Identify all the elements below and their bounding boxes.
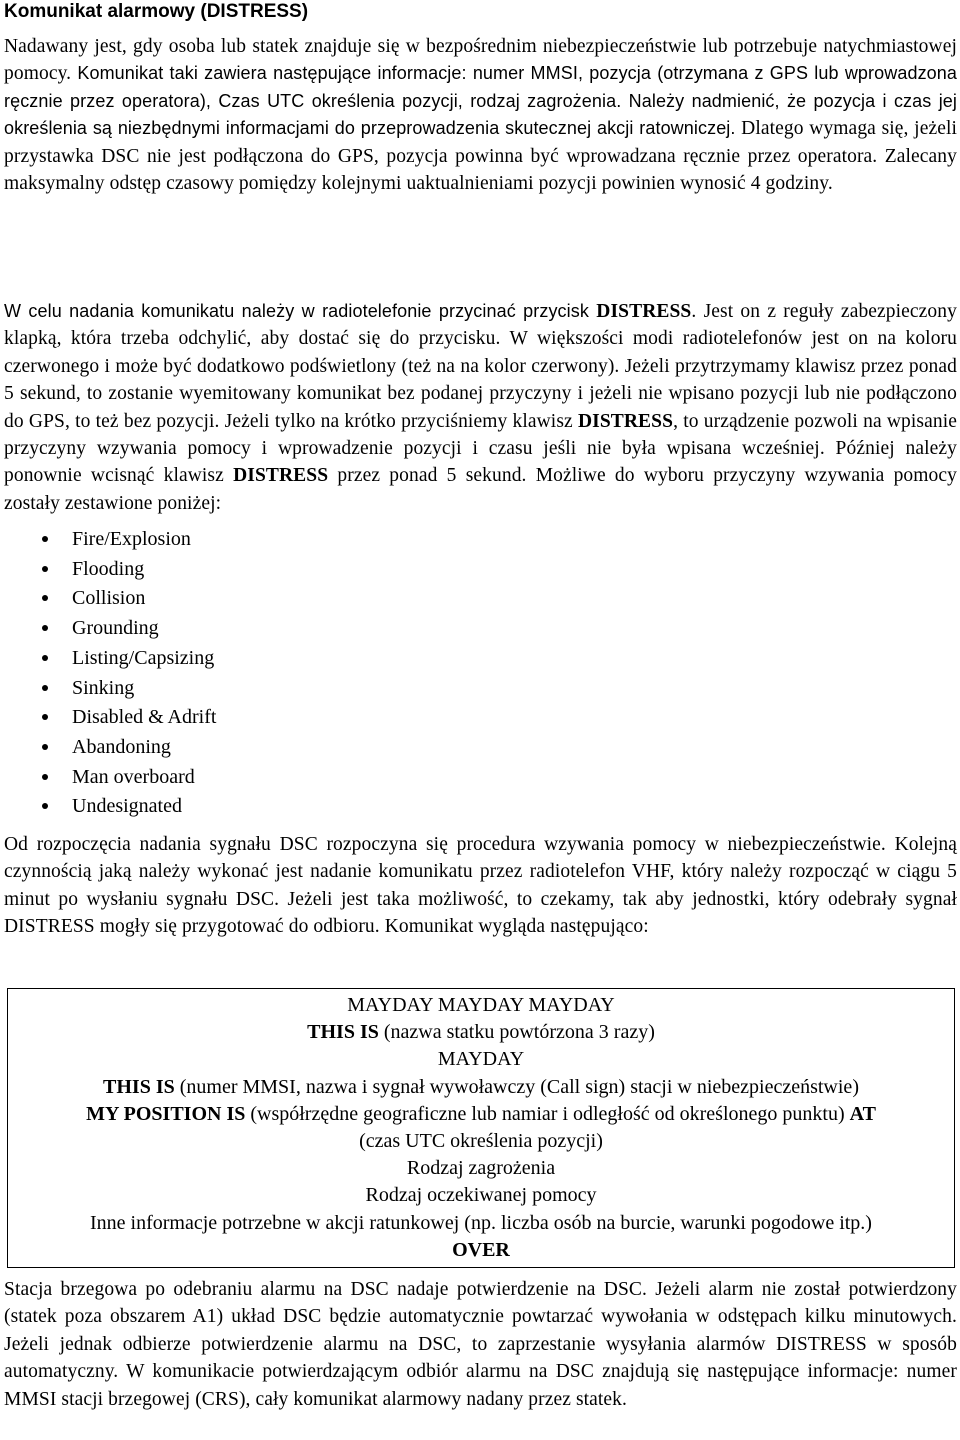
message-line-position (8, 1101, 954, 1128)
message-line-this-is-ship (8, 1019, 954, 1046)
distress-keyword: DISTRESS (577, 410, 674, 432)
list-item (42, 763, 216, 793)
paragraph-instructions (4, 298, 957, 517)
list-item-label: Abandoning (72, 735, 171, 758)
list-item (42, 792, 216, 822)
list-item-label: Flooding (72, 557, 145, 580)
list-item (42, 733, 216, 763)
bullet-icon (42, 595, 48, 601)
bullet-icon (42, 625, 48, 631)
bullet-icon (42, 566, 48, 572)
distress-keyword: DISTRESS (596, 301, 692, 322)
list-item-label: Sinking (72, 676, 135, 699)
bullet-icon (42, 774, 48, 780)
bullet-icon (42, 536, 48, 542)
message-position-info: (współrzędne geograficzne lub namiar i odległość od określonego punktu) (245, 1102, 850, 1125)
list-item-label: Fire/Explosion (72, 528, 191, 550)
bullet-icon (42, 803, 48, 809)
list-item-label: Man overboard (72, 765, 195, 788)
instructions-text-1: W celu nadania komunikatu należy w radiotelefonie przycinać przycisk (4, 301, 597, 321)
message-line-this-is-mmsi (8, 1074, 954, 1101)
list-item-label: Grounding (72, 617, 159, 640)
keyword-this-is: THIS IS (103, 1075, 175, 1098)
message-line-help-type: Rodzaj oczekiwanej pomocy (365, 1184, 597, 1207)
message-line-mayday: MAYDAY (437, 1048, 525, 1071)
list-item-label: Disabled & Adrift (72, 706, 217, 729)
intro-serif-part-2: Dlatego wymaga się, jeżeli przystawka DSC nie jest podłączona do GPS, pozycja powinna być wprowadzana ręcznie przez operatora. Zalecany maksymalny odstęp czasowy pomiędzy kolejnymi uaktualnieniami pozycji powinien wynosić 4 godziny. (4, 118, 957, 195)
instructions-text-2: . Jest on z reguły zabezpieczony klapką, która trzeba odchylić, aby dostać się do przycisku. W większości modi radiotelefonów jest on na koloru czerwonego i może być dodatkowo podświetlony (też na na kolor czerwony). Jeżeli przytrzymamy klawisz przez ponad 5 sekund, to zostanie wyemitowany komunikat bez podanej przyczyny i jeżeli nie wpisano pozycji lub nie podłączono do GPS, to też bez pozycji. Jeżeli tylko na krótko przyciśniemy klawisz (4, 301, 957, 432)
intro-serif-part: Nadawany jest, gdy osoba lub statek znajduje się w bezpośrednim niebezpieczeństwie lub potrzebuje natychmiastowej pomocy. (4, 36, 957, 85)
distress-keyword: DISTRESS (233, 465, 329, 487)
list-item (42, 555, 216, 585)
list-item-label: Collision (72, 587, 146, 610)
message-line-mayday-x3: MAYDAY MAYDAY MAYDAY (347, 994, 615, 1016)
list-item-label: Listing/Capsizing (72, 646, 215, 669)
list-item-label: Undesignated (72, 795, 182, 818)
message-line-danger-type: Rodzaj zagrożenia (406, 1157, 556, 1180)
document-page (4, 0, 957, 1410)
bullet-icon (42, 655, 48, 661)
bullet-icon (42, 714, 48, 720)
instructions-text-3: , to urządzenie pozwoli na wpisanie przyczyny wzywania pomocy i wprowadzenie pozycji i czasu jeśli nie była wpisana wcześniej. Później należy ponownie wcisnąć klawisz (4, 410, 957, 487)
list-item (42, 584, 216, 614)
message-line-other-info: Inne informacje potrzebne w akcji ratunkowej (np. liczba osób na burcie, warunki pogodowe itp.) (90, 1211, 872, 1234)
instructions-text-4: przez ponad 5 sekund. Możliwe do wyboru przyczyny wzywania pomocy zostały zestawione poniżej: (4, 465, 957, 514)
message-line-utc: (czas UTC określenia pozycji) (359, 1130, 603, 1153)
distress-reasons-list (42, 525, 216, 822)
list-item (42, 525, 216, 555)
intro-sans-part: Komunikat taki zawiera następujące informacje: numer MMSI, pozycja (otrzymana z GPS lub wprowadzona ręcznie przez operatora), Czas UTC określenia pozycji, rodzaj zagrożenia. Należy nadmienić, że pozycja i czas jej określenia są niezbędnymi informacjami do przeprowadzenia skutecznej akcji ratowniczej. (4, 63, 957, 139)
keyword-this-is: THIS IS (307, 1021, 379, 1044)
bullet-icon (42, 685, 48, 691)
message-line-over (8, 1237, 954, 1264)
message-mmsi-info: (numer MMSI, nazwa i sygnał wywoławczy (Call sign) stacji w niebezpieczeństwie) (174, 1075, 859, 1098)
keyword-over: OVER (452, 1238, 510, 1261)
paragraph-intro (4, 33, 957, 197)
keyword-my-position-is: MY POSITION IS (86, 1102, 246, 1125)
paragraph-shore-station: Stacja brzegowa po odebraniu alarmu na DSC nadaje potwierdzenie na DSC. Jeżeli alarm nie został potwierdzony (statek poza obszarem A1) układ DSC będzie automatycznie powtarzać wywołania w odstępach kilku minutowych. Jeżeli jednak odbierze potwierdzenie alarmu na DSC, to zaprzestanie wysyłania alarmów DISTRESS w sposób automatyczny. W komunikacie potwierdzającym odbiór alarmu na DSC znajdują się następujące informacje: numer MMSI stacji brzegowej (CRS), cały komunikat alarmowy nadany przez statek. (4, 1279, 957, 1410)
keyword-at: AT (849, 1102, 876, 1125)
list-item (42, 703, 216, 733)
mayday-message-box (7, 988, 955, 1268)
bullet-icon (42, 744, 48, 750)
list-item (42, 674, 216, 704)
message-ship-name: (nazwa statku powtórzona 3 razy) (378, 1021, 655, 1044)
paragraph-procedure: Od rozpoczęcia nadania sygnału DSC rozpoczyna się procedura wzywania pomocy w niebezpieczeństwie. Kolejną czynnością jaką należy wykonać jest nadanie komunikatu przez radiotelefon VHF, który należy rozpocząć w ciągu 5 minut po wysłaniu sygnału DSC. Jeżeli jest taka możliwość, to czekamy, tak aby jednostki, który odebrały sygnał DISTRESS mogły się przygotować do odbioru. Komunikat wygląda następująco: (4, 834, 957, 938)
page-title: Komunikat alarmowy (DISTRESS) (4, 1, 309, 22)
list-item (42, 644, 216, 674)
list-item (42, 614, 216, 644)
